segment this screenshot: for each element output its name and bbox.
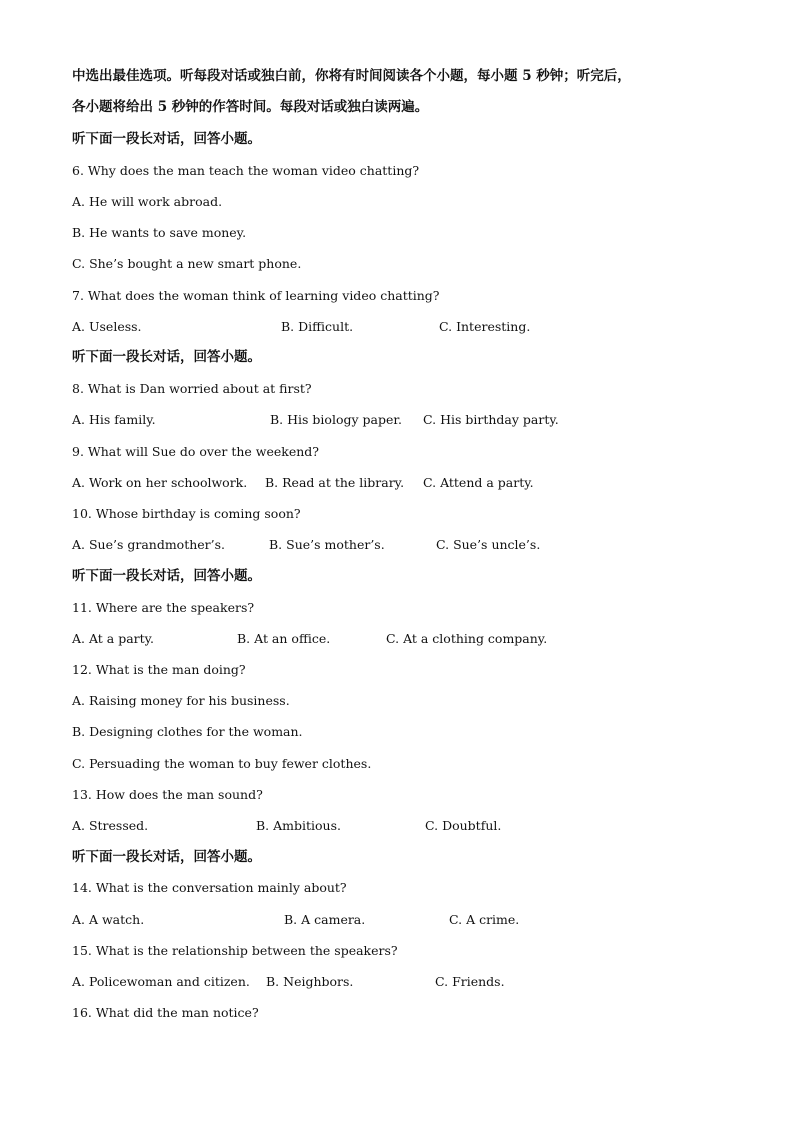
instructions-line-1: 中选出最佳选项。听每段对话或独白前，你将有时间阅读各个小题，每小题 5 秒钟；听完后， xyxy=(72,68,631,84)
options-row xyxy=(72,412,672,428)
question-stem: 7. What does the woman think of learning video chatting? xyxy=(72,288,440,303)
option-c: C. She’s bought a new smart phone. xyxy=(72,256,302,271)
options-row xyxy=(72,631,672,647)
question-stem: 16. What did the man notice? xyxy=(72,1005,259,1020)
option-c: C. Doubtful. xyxy=(425,818,502,833)
question-stem: 8. What is Dan worried about at first? xyxy=(72,381,312,396)
options-row xyxy=(72,818,672,834)
option-a: A. Sue’s grandmother’s. xyxy=(72,537,226,552)
option-b: B. Read at the library. xyxy=(265,475,405,490)
options-row xyxy=(72,475,672,491)
section-heading: 听下面一段长对话，回答小题。 xyxy=(72,849,261,865)
option-c: C. A crime. xyxy=(449,912,520,927)
option-c: C. Attend a party. xyxy=(423,475,534,490)
options-row xyxy=(72,912,672,928)
option-b: B. At an office. xyxy=(237,631,331,646)
option-c: C. Interesting. xyxy=(439,319,531,334)
question-stem: 14. What is the conversation mainly about? xyxy=(72,880,347,895)
question-stem: 12. What is the man doing? xyxy=(72,662,246,677)
question-stem: 9. What will Sue do over the weekend? xyxy=(72,444,319,459)
option-b: B. Designing clothes for the woman. xyxy=(72,724,303,739)
option-b: B. His biology paper. xyxy=(270,412,402,427)
option-c: C. His birthday party. xyxy=(423,412,559,427)
option-c: C. At a clothing company. xyxy=(386,631,548,646)
question-stem: 15. What is the relationship between the speakers? xyxy=(72,943,398,958)
instructions-line-2: 各小题将给出 5 秒钟的作答时间。每段对话或独白读两遍。 xyxy=(72,99,429,115)
option-a: A. Stressed. xyxy=(72,818,149,833)
option-c: C. Persuading the woman to buy fewer clothes. xyxy=(72,756,372,771)
question-stem: 11. Where are the speakers? xyxy=(72,600,255,615)
option-a: A. His family. xyxy=(72,412,156,427)
option-b: B. Neighbors. xyxy=(266,974,354,989)
option-a: A. A watch. xyxy=(72,912,145,927)
options-row xyxy=(72,537,672,553)
option-b: B. Difficult. xyxy=(281,319,354,334)
question-stem: 6. Why does the man teach the woman video chatting? xyxy=(72,163,420,178)
section-heading: 听下面一段长对话，回答小题。 xyxy=(72,131,261,147)
question-stem: 10. Whose birthday is coming soon? xyxy=(72,506,301,521)
option-b: B. He wants to save money. xyxy=(72,225,247,240)
options-row xyxy=(72,319,672,335)
option-a: A. Work on her schoolwork. xyxy=(72,475,248,490)
option-a: A. He will work abroad. xyxy=(72,194,223,209)
options-row xyxy=(72,974,672,990)
option-a: A. Useless. xyxy=(72,319,142,334)
option-b: B. A camera. xyxy=(284,912,366,927)
option-b: B. Sue’s mother’s. xyxy=(269,537,385,552)
section-heading: 听下面一段长对话，回答小题。 xyxy=(72,349,261,365)
option-a: A. Policewoman and citizen. xyxy=(72,974,250,989)
question-stem: 13. How does the man sound? xyxy=(72,787,263,802)
option-a: A. At a party. xyxy=(72,631,155,646)
option-b: B. Ambitious. xyxy=(256,818,341,833)
option-a: A. Raising money for his business. xyxy=(72,693,290,708)
option-c: C. Friends. xyxy=(435,974,505,989)
section-heading: 听下面一段长对话，回答小题。 xyxy=(72,568,261,584)
option-c: C. Sue’s uncle’s. xyxy=(436,537,541,552)
